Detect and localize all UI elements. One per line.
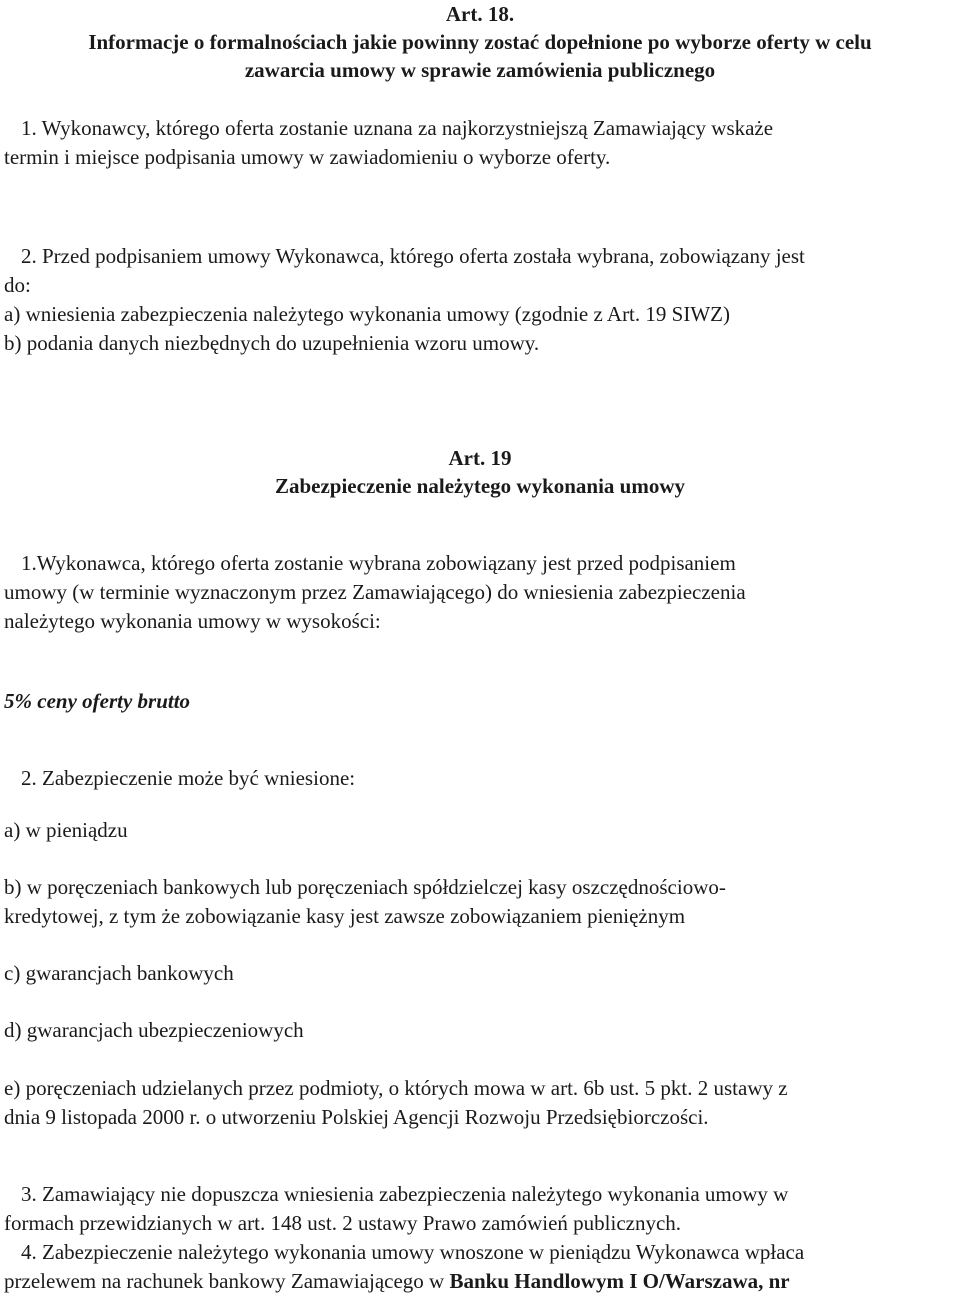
art18-title-line2: zawarcia umowy w sprawie zamówienia publicznego [244, 58, 716, 82]
art18-p2-line1: 2. Przed podpisaniem umowy Wykonawca, którego oferta została wybrana, zobowiązany jest [21, 244, 805, 268]
art18-heading: Art. 18. [445, 2, 515, 26]
art19-p4-line1: 4. Zabezpieczenie należytego wykonania umowy wnoszone w pieniądzu Wykonawca wpłaca [21, 1240, 805, 1264]
art19-p2-item-a: a) w pieniądzu [4, 818, 128, 842]
art19-p2-item-b-line1: b) w poręczeniach bankowych lub poręczeniach spółdzielczej kasy oszczędnościowo- [4, 875, 726, 899]
art19-p2-intro: 2. Zabezpieczenie może być wniesione: [21, 766, 356, 790]
bank-name: Banku Handlowym I O/Warszawa, nr [449, 1269, 790, 1293]
art19-p3-line2: formach przewidzianych w art. 148 ust. 2 ustawy Prawo zamówień publicznych. [4, 1211, 682, 1235]
art18-p2-item-a: a) wniesienia zabezpieczenia należytego wykonania umowy (zgodnie z Art. 19 SIWZ) [4, 302, 730, 326]
art18-title-line1: Informacje o formalnościach jakie powinny zostać dopełnione po wyborze oferty w celu [88, 30, 872, 54]
art19-title: Zabezpieczenie należytego wykonania umowy [274, 474, 686, 498]
art18-p1-line2: termin i miejsce podpisania umowy w zawiadomieniu o wyborze oferty. [4, 145, 611, 169]
art19-p2-item-b-line2: kredytowej, z tym że zobowiązanie kasy jest zawsze zobowiązaniem pieniężnym [4, 904, 686, 928]
art19-p2-item-d: d) gwarancjach ubezpieczeniowych [4, 1018, 304, 1042]
art18-p1-line1: 1. Wykonawcy, którego oferta zostanie uznana za najkorzystniejszą Zamawiający wskaże [21, 116, 774, 140]
art19-p2-item-e-line1: e) poręczeniach udzielanych przez podmioty, o których mowa w art. 6b ust. 5 pkt. 2 ustawy z [4, 1076, 788, 1100]
art19-p4-line2 [4, 1267, 790, 1295]
art19-p2-item-e-line2: dnia 9 listopada 2000 r. o utworzeniu Polskiej Agencji Rozwoju Przedsiębiorczości. [4, 1105, 709, 1129]
art19-p2-item-c: c) gwarancjach bankowych [4, 961, 234, 985]
art19-p1-line1: 1.Wykonawca, którego oferta zostanie wybrana zobowiązany jest przed podpisaniem [21, 551, 736, 575]
art18-p2-item-b: b) podania danych niezbędnych do uzupełnienia wzoru umowy. [4, 331, 540, 355]
art18-p2-line2: do: [4, 273, 31, 297]
art19-p3-line1: 3. Zamawiający nie dopuszcza wniesienia zabezpieczenia należytego wykonania umowy w [21, 1182, 789, 1206]
art19-amount: 5% ceny oferty brutto [4, 689, 191, 713]
art19-p1-line2: umowy (w terminie wyznaczonym przez Zamawiającego) do wniesienia zabezpieczenia [4, 580, 746, 604]
art19-heading: Art. 19 [448, 446, 512, 470]
art19-p1-line3: należytego wykonania umowy w wysokości: [4, 609, 381, 633]
art19-p4-line2-plain: przelewem na rachunek bankowy Zamawiającego w [4, 1269, 450, 1293]
